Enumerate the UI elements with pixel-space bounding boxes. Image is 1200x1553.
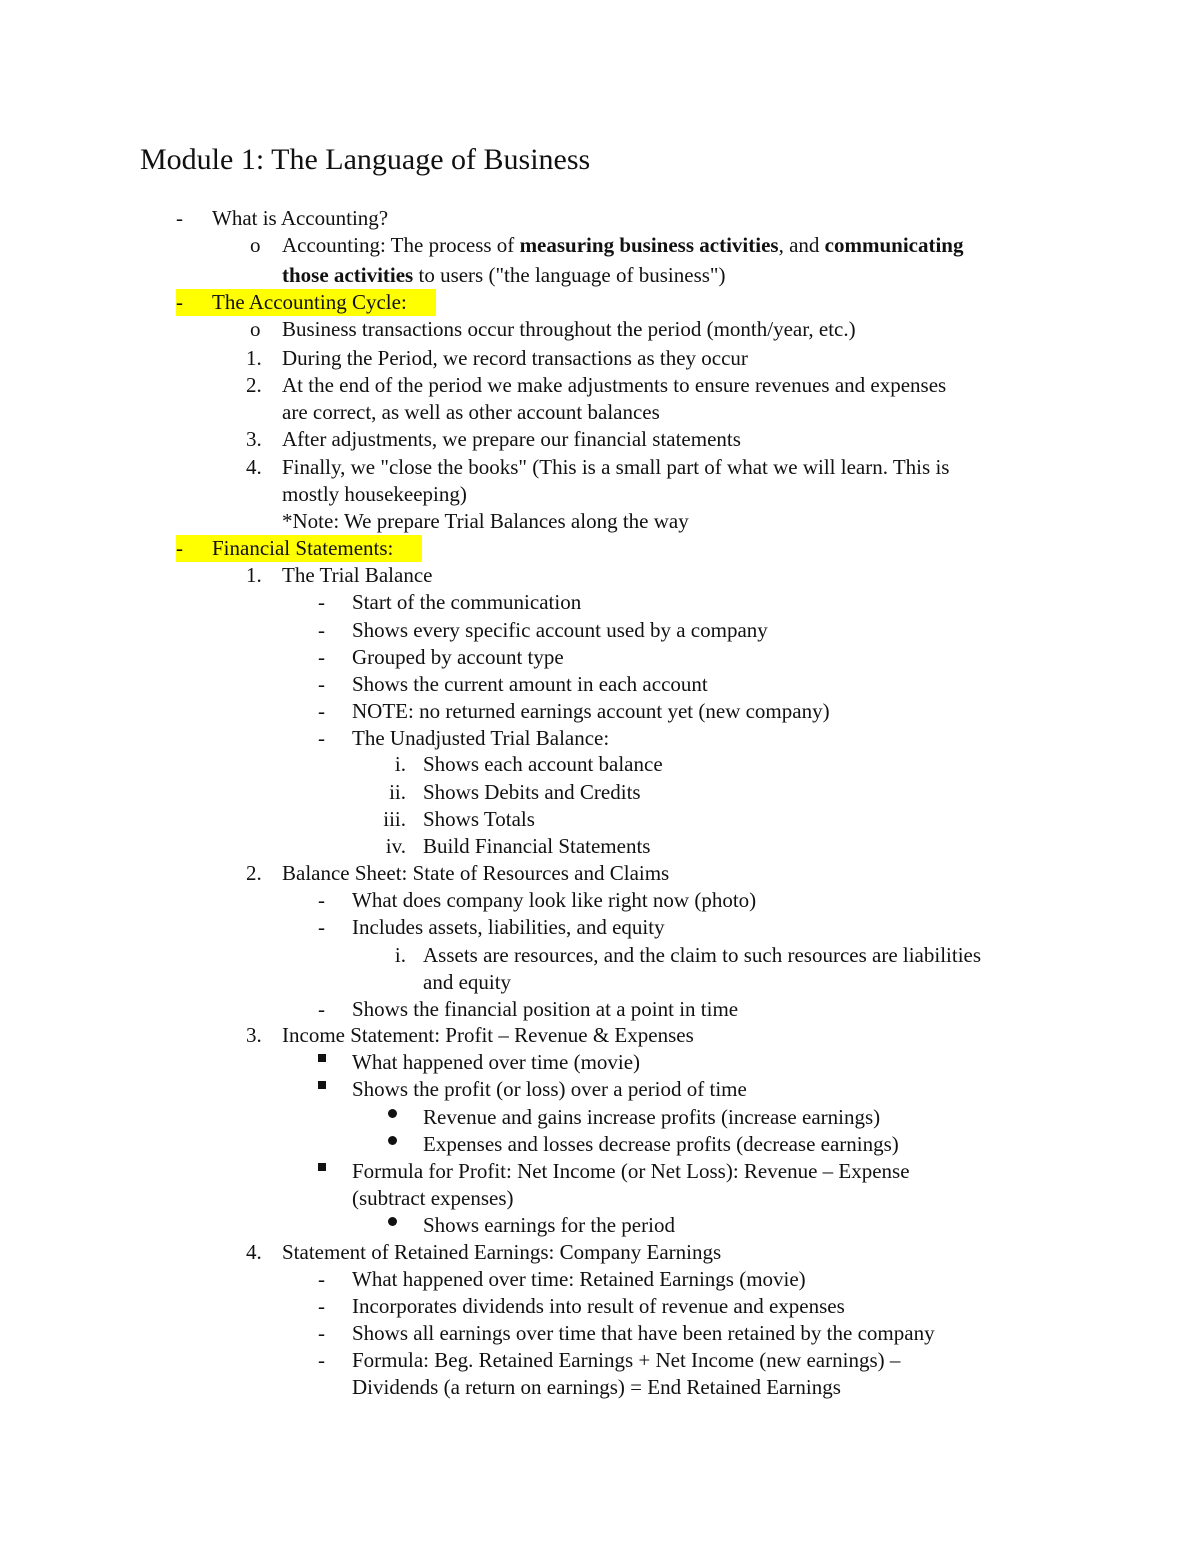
re-item-cont: Dividends (a return on earnings) = End Retained Earnings (352, 1375, 841, 1399)
cycle-step: During the Period, we record transactions as they occur (282, 346, 748, 370)
round-bullet-icon (388, 1136, 397, 1145)
re-item: Incorporates dividends into result of revenue and expenses (352, 1294, 845, 1318)
dash-marker: - (318, 645, 325, 669)
tb-item: Shows every specific account used by a company (352, 618, 768, 642)
section-num: 4. (246, 1240, 262, 1264)
dash-marker: - (318, 726, 325, 750)
cycle-note: *Note: We prepare Trial Balances along the way (282, 509, 689, 533)
roman-num: iv. (385, 834, 406, 858)
square-bullet-icon (318, 1081, 326, 1089)
roman-num: i. (394, 752, 406, 776)
bs-sub-item-cont: and equity (423, 970, 512, 994)
cycle-step: Finally, we "close the books" (This is a small part of what we will learn. This is (282, 455, 950, 479)
cycle-step: At the end of the period we make adjustments to ensure revenues and expenses (282, 373, 947, 397)
step-num: 2. (246, 373, 262, 397)
bs-sub-item: Assets are resources, and the claim to such resources are liabilities (423, 943, 982, 967)
fs-heading: Financial Statements: (212, 536, 394, 560)
accounting-definition-cont: those activities to users ("the language of business") (282, 263, 726, 287)
tb-item: Shows the current amount in each account (352, 672, 708, 696)
tb-item: Grouped by account type (352, 645, 564, 669)
dash-marker: - (318, 997, 325, 1021)
is-item: What happened over time (movie) (352, 1050, 641, 1074)
is-bullet: Shows earnings for the period (423, 1213, 675, 1237)
accounting-definition: Accounting: The process of measuring business activities, and communicating (282, 233, 964, 257)
cycle-step-cont: mostly housekeeping) (282, 482, 467, 506)
is-bullet: Revenue and gains increase profits (increase earnings) (423, 1105, 881, 1129)
is-item: Shows the profit (or loss) over a period of time (352, 1077, 747, 1101)
section-num: 1. (246, 563, 262, 587)
utb-item: Shows Debits and Credits (423, 780, 641, 804)
tb-item: Start of the communication (352, 590, 582, 614)
re-item: Formula: Beg. Retained Earnings + Net Income (new earnings) – (352, 1348, 901, 1372)
step-num: 4. (246, 455, 262, 479)
retained-earnings-title: Statement of Retained Earnings: Company Earnings (282, 1240, 722, 1264)
bs-item: Includes assets, liabilities, and equity (352, 915, 665, 939)
bs-item: What does company look like right now (photo) (352, 888, 757, 912)
roman-num: iii. (383, 807, 406, 831)
dash-marker: - (318, 618, 325, 642)
cycle-intro: Business transactions occur throughout the period (month/year, etc.) (282, 317, 856, 341)
dash-marker: - (176, 206, 183, 230)
what-is-heading: What is Accounting? (212, 206, 389, 230)
dash-marker: - (318, 1294, 325, 1318)
tb-item: The Unadjusted Trial Balance: (352, 726, 610, 750)
bs-item: Shows the financial position at a point in time (352, 997, 739, 1021)
dash-marker: - (318, 915, 325, 939)
is-bullet: Expenses and losses decrease profits (decrease earnings) (423, 1132, 899, 1156)
utb-item: Shows each account balance (423, 752, 663, 776)
round-bullet-icon (388, 1109, 397, 1118)
is-formula-cont: (subtract expenses) (352, 1186, 514, 1210)
cycle-heading-highlight (176, 289, 436, 316)
cycle-heading: The Accounting Cycle: (212, 290, 407, 314)
circle-marker: o (250, 233, 261, 257)
cycle-step-cont: are correct, as well as other account balances (282, 400, 660, 424)
utb-item: Build Financial Statements (423, 834, 651, 858)
step-num: 3. (246, 427, 262, 451)
balance-sheet-title: Balance Sheet: State of Resources and Claims (282, 861, 670, 885)
square-bullet-icon (318, 1054, 326, 1062)
re-item: Shows all earnings over time that have been retained by the company (352, 1321, 935, 1345)
tb-item: NOTE: no returned earnings account yet (new company) (352, 699, 830, 723)
income-statement-title: Income Statement: Profit – Revenue & Expenses (282, 1023, 694, 1047)
fs-heading-highlight (176, 535, 422, 562)
section-num: 2. (246, 861, 262, 885)
dash-marker: - (176, 536, 183, 560)
re-item: What happened over time: Retained Earnings (movie) (352, 1267, 806, 1291)
utb-item: Shows Totals (423, 807, 535, 831)
dash-marker: - (318, 1348, 325, 1372)
round-bullet-icon (388, 1217, 397, 1226)
dash-marker: - (176, 290, 183, 314)
dash-marker: - (318, 1267, 325, 1291)
is-formula: Formula for Profit: Net Income (or Net Loss): Revenue – Expense (352, 1159, 910, 1183)
roman-num: ii. (389, 780, 406, 804)
dash-marker: - (318, 672, 325, 696)
square-bullet-icon (318, 1163, 326, 1171)
dash-marker: - (318, 590, 325, 614)
circle-marker: o (250, 317, 261, 341)
step-num: 1. (246, 346, 262, 370)
dash-marker: - (318, 1321, 325, 1345)
section-num: 3. (246, 1023, 262, 1047)
roman-num: i. (394, 943, 406, 967)
dash-marker: - (318, 699, 325, 723)
dash-marker: - (318, 888, 325, 912)
page-title: Module 1: The Language of Business (140, 143, 591, 176)
cycle-step: After adjustments, we prepare our financial statements (282, 427, 741, 451)
trial-balance-title: The Trial Balance (282, 563, 433, 587)
